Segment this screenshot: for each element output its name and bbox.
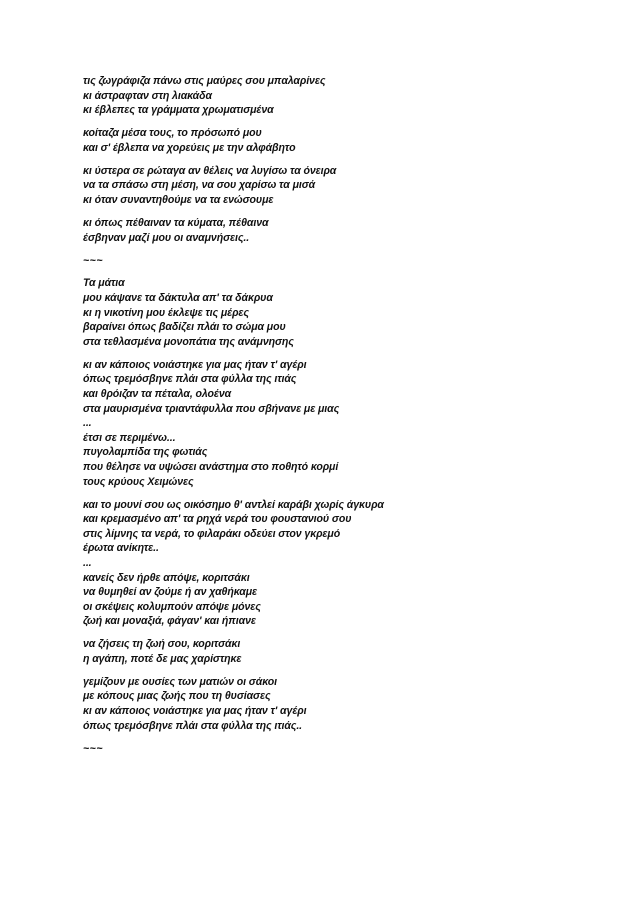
poem-line: και σ' έβλεπα να χορεύεις με την αλφάβητο: [83, 141, 296, 154]
stanza: [83, 216, 603, 245]
poem-line: τους κρύους Χειμώνες: [83, 475, 194, 488]
poem-line: όπως τρεμόσβηνε πλάι στα φύλλα της ιτιάς..: [83, 719, 303, 732]
poem-line: και θρόιζαν τα πέταλα, ολοένα: [83, 388, 232, 401]
poem-line: που θέλησε να υψώσει ανάστημα στο ποθητό κορμί: [83, 461, 339, 473]
stanza: [83, 276, 603, 349]
stanza: [83, 126, 603, 155]
poem-line: και κρεμασμένο απ' τα ρηχά νερά του φουστανιού σου: [83, 513, 352, 526]
poem-text: [83, 74, 603, 756]
poem-line: να ζήσεις τη ζωή σου, κοριτσάκι: [83, 638, 241, 651]
poem-line: έρωτα ανίκητε..: [83, 542, 159, 555]
poem-line: γεμίζουν με ουσίες των ματιών οι σάκοι: [83, 675, 277, 688]
poem-line: όπως τρεμόσβηνε πλάι στα φύλλα της ιτιάς: [83, 373, 297, 386]
stanza: [83, 498, 603, 629]
poem-line: κι όταν συναντηθούμε να τα ενώσουμε: [83, 193, 274, 206]
poem-line: η αγάπη, ποτέ δε μας χαρίστηκε: [83, 652, 242, 665]
poem-line: και το μουνί σου ως οικόσημο θ' αντλεί καράβι χωρίς άγκυρα: [83, 498, 384, 511]
poem-line: οι σκέψεις κολυμπούν απόψε μόνες: [83, 600, 261, 613]
poem-ellipsis: ...: [83, 417, 92, 430]
poem-line: στις λίμνης τα νερά, το φιλαράκι οδεύει στον γκρεμό: [83, 527, 341, 540]
section-separator: [83, 254, 603, 269]
stanza: [83, 358, 603, 489]
poem-line: μου κάψανε τα δάκτυλα απ' τα δάκρυα: [83, 292, 273, 305]
poem-title: Τα μάτια: [83, 277, 125, 290]
poem-line: κι αν κάποιος νοιάστηκε για μας ήταν τ' αγέρι: [83, 358, 307, 371]
separator-tilde: ~~~: [83, 742, 104, 755]
poem-line: κι έβλεπες τα γράμματα χρωματισμένα: [83, 104, 274, 117]
stanza: [83, 675, 603, 733]
poem-line: κι όπως πέθαιναν τα κύματα, πέθαινα: [83, 216, 269, 229]
poem-line: στα τεθλασμένα μονοπάτια της ανάμνησης: [83, 335, 294, 348]
poem-line: έσβηναν μαζί μου οι αναμνήσεις..: [83, 231, 250, 244]
stanza: [83, 637, 603, 666]
poem-line: πυγολαμπίδα της φωτιάς: [83, 446, 208, 459]
poem-line: ζωή και μοναξιά, φάγαν' και ήπιανε: [83, 615, 256, 628]
poem-line: κι άστραφταν στη λιακάδα: [83, 89, 212, 102]
poem-line: κι η νικοτίνη μου έκλεψε τις μέρες: [83, 306, 249, 319]
section-separator: [83, 742, 603, 757]
stanza: [83, 74, 603, 118]
poem-line: έτσι σε περιμένω...: [83, 431, 176, 444]
poem-line: κι ύστερα σε ρώταγα αν θέλεις να λυγίσω τα όνειρα: [83, 164, 337, 177]
poem-line: βαραίνει όπως βαδίζει πλάι το σώμα μου: [83, 321, 286, 334]
separator-tilde: ~~~: [83, 254, 104, 267]
poem-line: να τα σπάσω στη μέση, να σου χαρίσω τα μισά: [83, 179, 316, 192]
poem-line: κανείς δεν ήρθε απόψε, κοριτσάκι: [83, 571, 250, 584]
poem-line: με κόπους μιας ζωής που τη θυσίασες: [83, 690, 271, 703]
stanza: [83, 164, 603, 208]
poem-line: στα μαυρισμένα τριαντάφυλλα που σβήνανε με μιας: [83, 402, 340, 415]
poem-ellipsis: ...: [83, 556, 92, 569]
poem-line: κι αν κάποιος νοιάστηκε για μας ήταν τ' αγέρι: [83, 705, 307, 718]
poem-line: κοίταζα μέσα τους, το πρόσωπό μου: [83, 127, 262, 140]
poem-line: να θυμηθεί αν ζούμε ή αν χαθήκαμε: [83, 586, 257, 599]
poem-line: τις ζωγράφιζα πάνω στις μαύρες σου μπαλαρίνες: [83, 75, 326, 87]
